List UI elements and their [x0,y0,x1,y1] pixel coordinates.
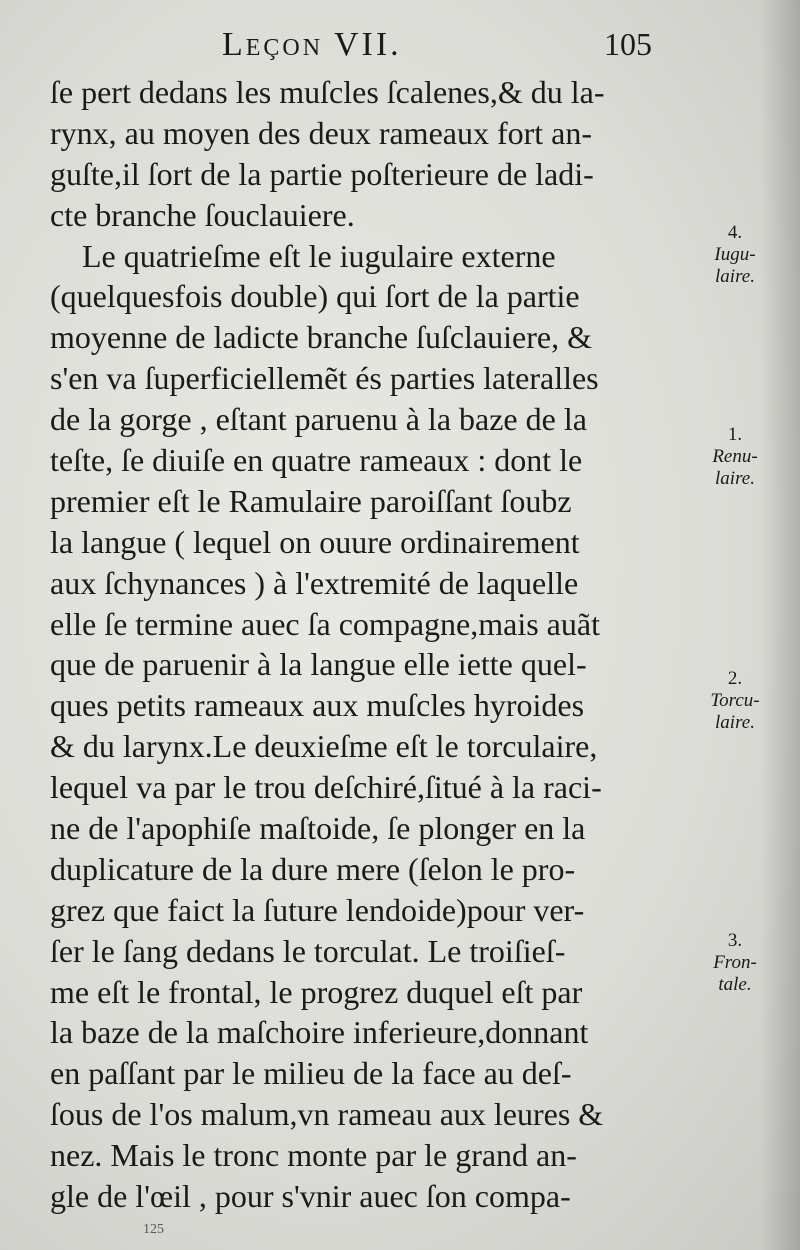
text-line: guſte,il ſort de la partie poſterieure de ladi- [50,155,594,192]
running-header [0,26,800,66]
chapter-title: Leçon VII. [222,26,402,63]
margin-note-text: Renu- laire. [712,446,758,489]
text-line: ne de l'apophiſe maſtoide, ſe plonger en la [50,810,586,847]
text-line: en paſſant par le milieu de la face au deſ- [50,1055,572,1092]
text-line: premier eſt le Ramulaire paroiſſant ſoubz [50,482,572,519]
text-line: & du larynx.Le deuxieſme eſt le torculaire, [50,728,598,765]
text-line: ſous de l'os malum,vn rameau aux leures & [50,1096,604,1133]
text-line: la baze de la maſchoire inferieure,donnant [50,1014,589,1051]
page-number: 105 [604,26,652,62]
text-line: lequel va par le trou deſchiré,ſitué à la raci- [50,769,602,806]
margin-note-frontale [680,930,790,996]
margin-note-number: 4. [727,222,743,243]
text-line: moyenne de ladicte branche ſuſclauiere, & [50,319,592,356]
text-line: gle de l'œil , pour s'vnir auec ſon compa- [50,1178,571,1215]
text-line: duplicature de la dure mere (ſelon le pro- [50,850,576,887]
text-line: grez que faict la ſuture lendoide)pour ver- [50,891,585,928]
page-edge-shadow [760,0,800,1250]
margin-note-text: Fron- tale. [713,952,757,995]
text-line: ſe pert dedans les muſcles ſcalenes,& du la- [50,74,605,110]
text-line: me eſt le frontal, le progrez duquel eſt par [50,973,583,1010]
margin-note-number: 3. [727,930,743,951]
margin-note-number: 1. [727,424,743,445]
text-line: ſer le ſang dedans le torculat. Le troiſieſ- [50,932,566,969]
text-line: s'en va ſuperficiellemẽt és parties lateralles [50,360,599,397]
margin-note-text: Torcu- laire. [710,690,760,733]
text-line: elle ſe termine auec ſa compagne,mais auãt [50,605,600,642]
text-line: que de paruenir à la langue elle iette quel- [50,646,587,683]
text-line: ques petits rameaux aux muſcles hyroides [50,687,585,724]
text-line: cte branche ſouclauiere. [50,196,355,233]
footer-mark: 125 [143,1222,164,1237]
text-line: Le quatrieſme eſt le iugulaire externe [82,237,556,274]
body-text [50,72,680,1217]
text-line: teſte, ſe diuiſe en quatre rameaux : dont le [50,442,583,479]
text-line: (quelquesfois double) qui ſort de la partie [50,278,580,315]
margin-note-torculaire [680,668,790,734]
margin-note-ramulaire [680,424,790,490]
text-line: de la gorge , eſtant paruenu à la baze de la [50,401,587,438]
text-line: aux ſchynances ) à l'extremité de laquelle [50,564,579,601]
margin-note-number: 2. [727,668,743,689]
text-line: la langue ( lequel on ouure ordinairement [50,523,580,560]
text-line: rynx, au moyen des deux rameaux fort an- [50,114,593,151]
margin-note-text: Iugu- laire. [714,244,756,287]
margin-note-jugulaire [680,222,790,288]
text-line: nez. Mais le tronc monte par le grand an- [50,1137,577,1174]
